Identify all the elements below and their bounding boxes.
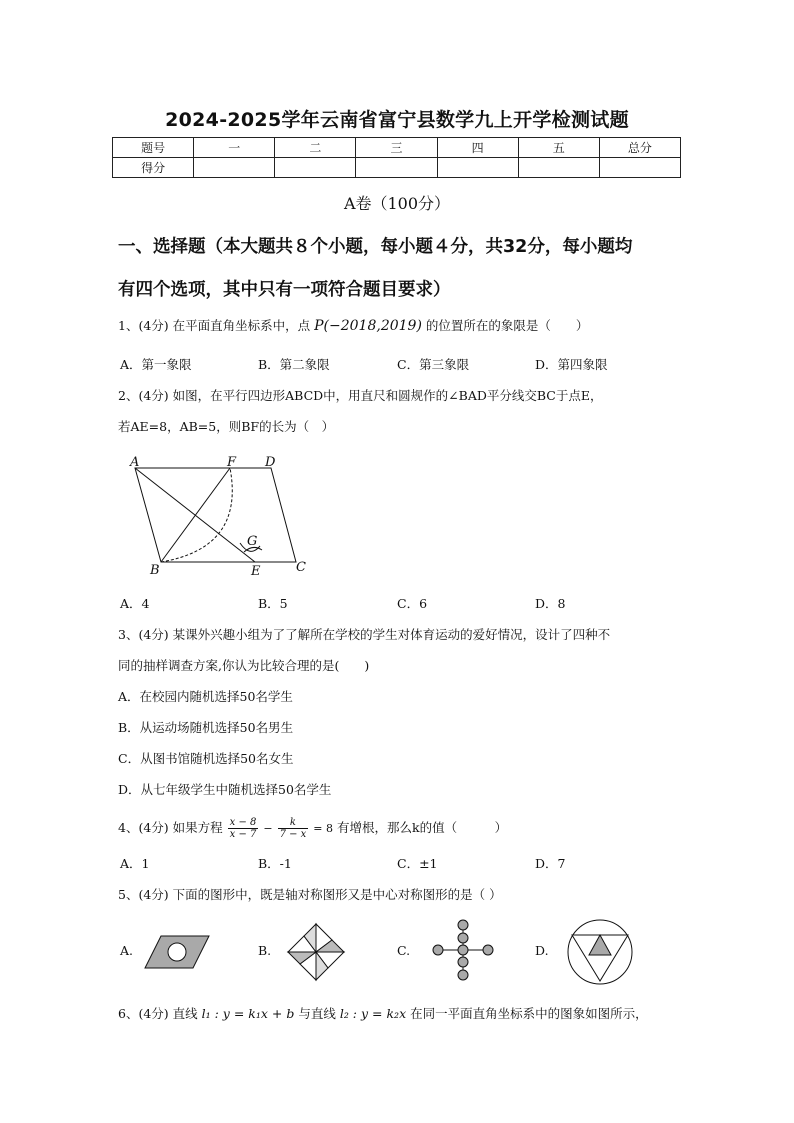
dot bbox=[458, 920, 468, 930]
score-cell bbox=[275, 158, 356, 178]
q1-option-b: B．第二象限 bbox=[258, 357, 330, 372]
q2-option-a: A．4 bbox=[120, 596, 150, 611]
q5-option-c-label: C. bbox=[397, 943, 411, 958]
label-e: E bbox=[251, 564, 261, 579]
score-row-label: 得分 bbox=[113, 158, 194, 178]
q4-suffix: 有增根，那么k的值（ ） bbox=[337, 820, 508, 835]
label-c: C bbox=[296, 560, 306, 575]
q5-option-c-figure bbox=[430, 918, 496, 982]
question-4 bbox=[118, 814, 684, 843]
score-header-cell: 五 bbox=[518, 138, 599, 158]
q6-line1: l₁ : y = k₁x + b bbox=[201, 1006, 295, 1021]
q3-option-c: C．从图书馆随机选择50名女生 bbox=[118, 751, 294, 766]
dot bbox=[458, 933, 468, 943]
q2-option-c: C．6 bbox=[397, 596, 428, 611]
dot bbox=[433, 945, 443, 955]
q4-equals: = 8 bbox=[313, 822, 334, 835]
label-d: D bbox=[265, 455, 276, 470]
dot bbox=[458, 957, 468, 967]
q5-option-d-label: D. bbox=[535, 943, 549, 958]
question-3-line2: 同的抽样调查方案,你认为比较合理的是( ) bbox=[118, 658, 370, 673]
q2-option-b: B．5 bbox=[258, 596, 288, 611]
label-f: F bbox=[227, 455, 237, 470]
q4-fraction-2 bbox=[278, 817, 309, 840]
score-cell bbox=[599, 158, 680, 178]
label-a: A bbox=[130, 455, 140, 470]
q1-point: P(−2018,2019) bbox=[314, 318, 422, 334]
score-header-cell: 二 bbox=[275, 138, 356, 158]
question-2-line2: 若AE=8，AB=5，则BF的长为（ ） bbox=[118, 419, 335, 434]
question-6 bbox=[118, 1004, 684, 1024]
q1-option-a: A．第一象限 bbox=[120, 357, 192, 372]
q3-option-b: B．从运动场随机选择50名男生 bbox=[118, 720, 294, 735]
q4-option-a: A．1 bbox=[120, 856, 150, 871]
score-table-score-row bbox=[113, 158, 681, 178]
score-table bbox=[112, 137, 681, 178]
dot bbox=[483, 945, 493, 955]
q1-option-c: C．第三象限 bbox=[397, 357, 470, 372]
q4-frac2-den: 7 − x bbox=[279, 829, 307, 840]
q5-option-d-figure bbox=[565, 917, 635, 987]
q4-option-d: D．7 bbox=[535, 856, 566, 871]
q4-frac1-num: x − 8 bbox=[229, 817, 257, 828]
q4-fraction-1 bbox=[228, 817, 259, 840]
score-header-cell: 四 bbox=[437, 138, 518, 158]
label-b: B bbox=[150, 563, 160, 578]
q4-prefix: 4、(4分) 如果方程 bbox=[118, 820, 223, 835]
page-title: 2024-2025学年云南省富宁县数学九上开学检测试题 bbox=[165, 109, 629, 131]
q2-option-d: D．8 bbox=[535, 596, 566, 611]
q4-frac2-num: k bbox=[278, 817, 309, 829]
label-g: G bbox=[247, 534, 258, 549]
score-cell bbox=[194, 158, 275, 178]
dot bbox=[458, 945, 468, 955]
q4-option-b: B．-1 bbox=[258, 856, 292, 871]
question-3-line1: 3、(4分) 某课外兴趣小组为了了解所在学校的学生对体育运动的爱好情况，设计了四种不 bbox=[118, 627, 611, 642]
q3-option-d: D．从七年级学生中随机选择50名学生 bbox=[118, 782, 332, 797]
q4-minus: − bbox=[263, 822, 273, 835]
question-2-line1: 2、(4分) 如图，在平行四边形ABCD中，用直尺和圆规作的∠BAD平分线交BC于点E， bbox=[118, 388, 603, 403]
volume-heading: A卷（100分） bbox=[343, 194, 451, 213]
q5-option-a-label: A. bbox=[120, 943, 134, 958]
q4-frac1-den: x − 7 bbox=[229, 829, 257, 840]
score-cell bbox=[518, 158, 599, 178]
q6-prefix: 6、(4分) 直线 bbox=[118, 1006, 198, 1021]
q1-prefix: 1、(4分) 在平面直角坐标系中，点 bbox=[118, 318, 311, 333]
parallelogram-figure bbox=[120, 450, 320, 580]
score-header-cell: 三 bbox=[356, 138, 437, 158]
score-cell bbox=[437, 158, 518, 178]
q1-suffix: 的位置所在的象限是（ ） bbox=[425, 318, 589, 333]
score-header-cell: 题号 bbox=[113, 138, 194, 158]
q5-option-b-figure bbox=[284, 920, 348, 984]
q3-option-a: A．在校园内随机选择50名学生 bbox=[118, 689, 293, 704]
score-cell bbox=[356, 158, 437, 178]
section-heading-line2: 有四个选项，其中只有一项符合题目要求） bbox=[118, 280, 451, 300]
q4-option-c: C．±1 bbox=[397, 856, 438, 871]
segment-bf bbox=[161, 468, 230, 562]
score-table-header-row bbox=[113, 138, 681, 158]
q6-suffix: 在同一平面直角坐标系中的图象如图所示， bbox=[410, 1006, 648, 1021]
score-header-cell: 总分 bbox=[599, 138, 680, 158]
dot bbox=[458, 970, 468, 980]
question-5: 5、(4分) 下面的图形中，既是轴对称图形又是中心对称图形的是（ ） bbox=[118, 887, 502, 902]
section-heading-line1: 一、选择题（本大题共８个小题，每小题４分，共32分，每小题均 bbox=[118, 237, 633, 257]
q1-option-d: D．第四象限 bbox=[535, 357, 608, 372]
question-1 bbox=[118, 316, 684, 336]
q5-option-b-label: B. bbox=[258, 943, 272, 958]
circle-hole bbox=[168, 943, 186, 961]
parallelogram-abcd bbox=[135, 468, 296, 562]
q5-option-a-figure bbox=[143, 930, 211, 972]
q6-mid: 与直线 bbox=[298, 1006, 336, 1021]
q6-line2: l₂ : y = k₂x bbox=[339, 1006, 407, 1021]
score-header-cell: 一 bbox=[194, 138, 275, 158]
